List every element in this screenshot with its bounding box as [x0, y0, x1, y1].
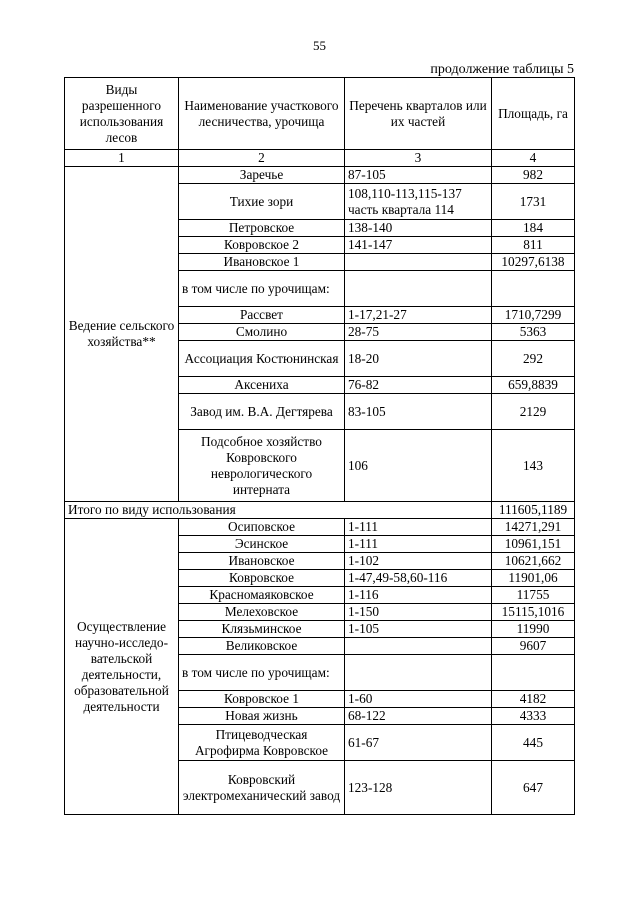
forestry-name: Ковровское	[179, 570, 345, 587]
forestry-name: Завод им. В.А. Дегтярева	[179, 394, 345, 430]
quarters-list	[345, 638, 492, 655]
area-value: 982	[492, 167, 575, 184]
area-value: 15115,1016	[492, 604, 575, 621]
table-row	[65, 519, 575, 536]
quarters-list: 1-17,21-27	[345, 307, 492, 324]
quarters-list: 28-75	[345, 324, 492, 341]
forestry-name: Великовское	[179, 638, 345, 655]
column-number: 2	[179, 150, 345, 167]
forestry-name: Тихие зори	[179, 184, 345, 220]
quarters-list: 106	[345, 430, 492, 502]
quarters-list: 83-105	[345, 394, 492, 430]
header-usage-type: Виды разрешенного использования лесов	[65, 78, 179, 150]
column-number: 3	[345, 150, 492, 167]
area-value: 4333	[492, 708, 575, 725]
area-value: 14271,291	[492, 519, 575, 536]
quarters-list: 1-111	[345, 536, 492, 553]
header-area: Площадь, га	[492, 78, 575, 150]
forestry-name: Ковровское 1	[179, 691, 345, 708]
forestry-name: Птицеводческая Агрофирма Ковровское	[179, 725, 345, 761]
forestry-name: Клязьминское	[179, 621, 345, 638]
quarters-list: 141-147	[345, 237, 492, 254]
quarters-list: 1-111	[345, 519, 492, 536]
quarters-list	[345, 271, 492, 307]
area-value: 10621,662	[492, 553, 575, 570]
area-value: 143	[492, 430, 575, 502]
quarters-list	[345, 655, 492, 691]
quarters-list: 1-105	[345, 621, 492, 638]
forestry-name: Осиповское	[179, 519, 345, 536]
header-quarters: Перечень кварталов или их частей	[345, 78, 492, 150]
quarters-list: 18-20	[345, 341, 492, 377]
usage-category-cell: Осуществление научно-исследо-вательской деятельности, образовательной деятельности	[65, 519, 179, 815]
header-row	[65, 78, 575, 150]
forestry-name: Аксениха	[179, 377, 345, 394]
forestry-name: Мелеховское	[179, 604, 345, 621]
quarters-list: 61-67	[345, 725, 492, 761]
forestry-name: Заречье	[179, 167, 345, 184]
subgroup-label: в том числе по урочищам:	[179, 271, 345, 307]
forestry-name: Ивановское 1	[179, 254, 345, 271]
area-value: 11755	[492, 587, 575, 604]
quarters-list: 1-116	[345, 587, 492, 604]
area-value: 5363	[492, 324, 575, 341]
area-value: 659,8839	[492, 377, 575, 394]
forestry-name: Ассоциация Костюнинская	[179, 341, 345, 377]
forestry-name: Новая жизнь	[179, 708, 345, 725]
area-value: 4182	[492, 691, 575, 708]
quarters-list: 68-122	[345, 708, 492, 725]
quarters-list: 1-102	[345, 553, 492, 570]
area-value: 1710,7299	[492, 307, 575, 324]
table-caption: продолжение таблицы 5	[430, 62, 574, 77]
forestry-name: Подсобное хозяйство Ковровского неврологического интерната	[179, 430, 345, 502]
area-value: 11901,06	[492, 570, 575, 587]
forestry-name: Эсинское	[179, 536, 345, 553]
area-value: 647	[492, 761, 575, 815]
forestry-name: Ковровское 2	[179, 237, 345, 254]
area-value: 10297,6138	[492, 254, 575, 271]
header-forestry-name: Наименование участкового лесничества, урочища	[179, 78, 345, 150]
area-value: 9607	[492, 638, 575, 655]
quarters-list	[345, 254, 492, 271]
area-value: 184	[492, 220, 575, 237]
usage-category-cell: Ведение сельского хозяйства**	[65, 167, 179, 502]
forestry-name: Ивановское	[179, 553, 345, 570]
total-area: 111605,1189	[492, 502, 575, 519]
total-row	[65, 502, 575, 519]
column-numbers-row	[65, 150, 575, 167]
total-label: Итого по виду использования	[65, 502, 492, 519]
quarters-list: 1-47,49-58,60-116	[345, 570, 492, 587]
quarters-list: 76-82	[345, 377, 492, 394]
area-value: 2129	[492, 394, 575, 430]
quarters-list: 138-140	[345, 220, 492, 237]
area-value: 11990	[492, 621, 575, 638]
quarters-list: 87-105	[345, 167, 492, 184]
quarters-list: 1-150	[345, 604, 492, 621]
quarters-list: 108,110-113,115-137 часть квартала 114	[345, 184, 492, 220]
forestry-name: Петровское	[179, 220, 345, 237]
area-value: 445	[492, 725, 575, 761]
forestry-name: Ковровский электромеханический завод	[179, 761, 345, 815]
area-value	[492, 271, 575, 307]
column-number: 1	[65, 150, 179, 167]
forestry-name: Красномаяковское	[179, 587, 345, 604]
column-number: 4	[492, 150, 575, 167]
area-value	[492, 655, 575, 691]
forestry-name: Рассвет	[179, 307, 345, 324]
forestry-name: Смолино	[179, 324, 345, 341]
forest-usage-table	[64, 77, 575, 815]
area-value: 811	[492, 237, 575, 254]
area-value: 1731	[492, 184, 575, 220]
area-value: 10961,151	[492, 536, 575, 553]
area-value: 292	[492, 341, 575, 377]
quarters-list: 1-60	[345, 691, 492, 708]
subgroup-label: в том числе по урочищам:	[179, 655, 345, 691]
page-number: 55	[313, 38, 326, 53]
table-row	[65, 167, 575, 184]
quarters-list: 123-128	[345, 761, 492, 815]
